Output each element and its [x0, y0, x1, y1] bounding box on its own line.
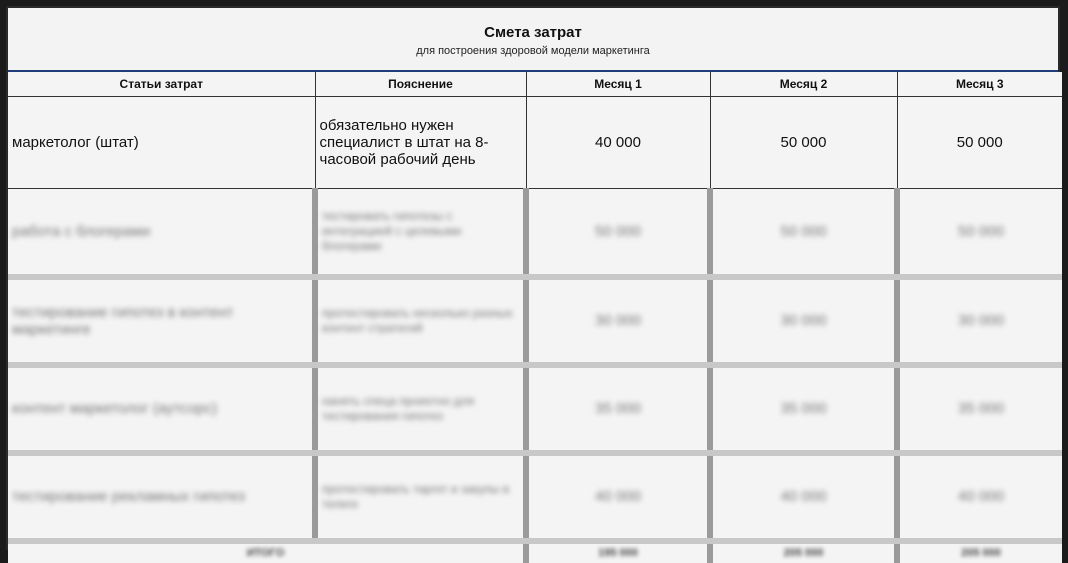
cell-month-3[interactable] — [897, 453, 1062, 541]
table-row — [8, 453, 1062, 541]
total-label[interactable] — [8, 541, 526, 563]
column-header-item[interactable]: Статьи затрат — [8, 72, 315, 97]
cell-text: контент маркетолог (аутсорс) — [12, 400, 218, 417]
cell-month-2[interactable]: 50 000 — [710, 97, 897, 189]
cell-item[interactable] — [8, 453, 315, 541]
cell-text: 50 000 — [780, 222, 827, 240]
spreadsheet-frame — [6, 6, 1060, 559]
cell-month-2[interactable] — [710, 277, 897, 365]
table-header — [8, 8, 1058, 72]
column-header-note[interactable]: Пояснение — [315, 72, 526, 97]
cell-text: тестирование рекламных гипотез — [12, 488, 245, 505]
cell-text: 35 000 — [958, 400, 1004, 417]
table-row — [8, 97, 1062, 189]
cell-text: тестирование гипотез в контент маркетинге — [12, 303, 234, 338]
column-header-month-3[interactable]: Месяц 3 — [897, 72, 1062, 97]
page-title: Смета затрат — [484, 24, 582, 41]
cell-text: ИТОГО — [246, 547, 285, 559]
cell-text: 40 000 — [780, 488, 827, 505]
total-month-2[interactable] — [710, 541, 897, 563]
cell-text: 205 000 — [961, 547, 1001, 559]
cell-text: тестировать гипотезы с интеграцией с целевыми блогерами — [322, 208, 462, 253]
cell-text: 195 000 — [598, 547, 638, 559]
total-month-3[interactable] — [897, 541, 1062, 563]
cell-month-1[interactable]: 40 000 — [526, 97, 710, 189]
cell-month-1[interactable] — [526, 453, 710, 541]
cell-text: 35 000 — [780, 400, 827, 417]
cell-text: протестировать таргет и закупы в телеге — [322, 481, 510, 511]
column-header-month-2[interactable]: Месяц 2 — [710, 72, 897, 97]
cell-text: 30 000 — [780, 312, 827, 329]
cell-item[interactable] — [8, 277, 315, 365]
cell-note[interactable] — [315, 277, 526, 365]
cell-text: 40 000 — [595, 488, 641, 505]
cell-text: нанять спеца проектно для тестирования гипотез — [322, 393, 475, 423]
cell-item[interactable]: маркетолог (штат) — [8, 97, 315, 189]
cell-month-1[interactable] — [526, 277, 710, 365]
table-row — [8, 365, 1062, 453]
cell-text: протестировать несколько разных контент стратегий — [322, 305, 513, 335]
cell-month-1[interactable] — [526, 189, 710, 277]
cell-month-3[interactable]: 50 000 — [897, 97, 1062, 189]
cell-text: 50 000 — [958, 222, 1004, 240]
column-header-month-1[interactable]: Месяц 1 — [526, 72, 710, 97]
cell-text: 30 000 — [958, 312, 1004, 329]
cell-item[interactable] — [8, 365, 315, 453]
total-row — [8, 541, 1062, 563]
cell-month-2[interactable] — [710, 365, 897, 453]
table-row — [8, 277, 1062, 365]
page-subtitle: для построения здоровой модели маркетинга — [416, 45, 650, 57]
cell-text: работа с блогерами — [12, 222, 151, 240]
cell-item[interactable] — [8, 189, 315, 277]
cell-month-2[interactable] — [710, 189, 897, 277]
cell-note[interactable] — [315, 189, 526, 277]
cell-month-3[interactable] — [897, 189, 1062, 277]
cell-text: 50 000 — [595, 222, 641, 240]
header-row — [8, 72, 1062, 97]
cell-month-3[interactable] — [897, 277, 1062, 365]
cell-text: 205 000 — [783, 547, 824, 559]
cell-text: 40 000 — [958, 488, 1004, 505]
cell-note[interactable]: обязательно нужен специалист в штат на 8-часовой рабочий день — [315, 97, 526, 189]
cell-month-3[interactable] — [897, 365, 1062, 453]
cell-text: 35 000 — [595, 400, 641, 417]
cell-note[interactable] — [315, 365, 526, 453]
cell-month-1[interactable] — [526, 365, 710, 453]
cost-table — [8, 72, 1062, 563]
cell-note[interactable] — [315, 453, 526, 541]
total-month-1[interactable] — [526, 541, 710, 563]
cell-month-2[interactable] — [710, 453, 897, 541]
cell-text: 30 000 — [595, 312, 641, 329]
table-row — [8, 189, 1062, 277]
